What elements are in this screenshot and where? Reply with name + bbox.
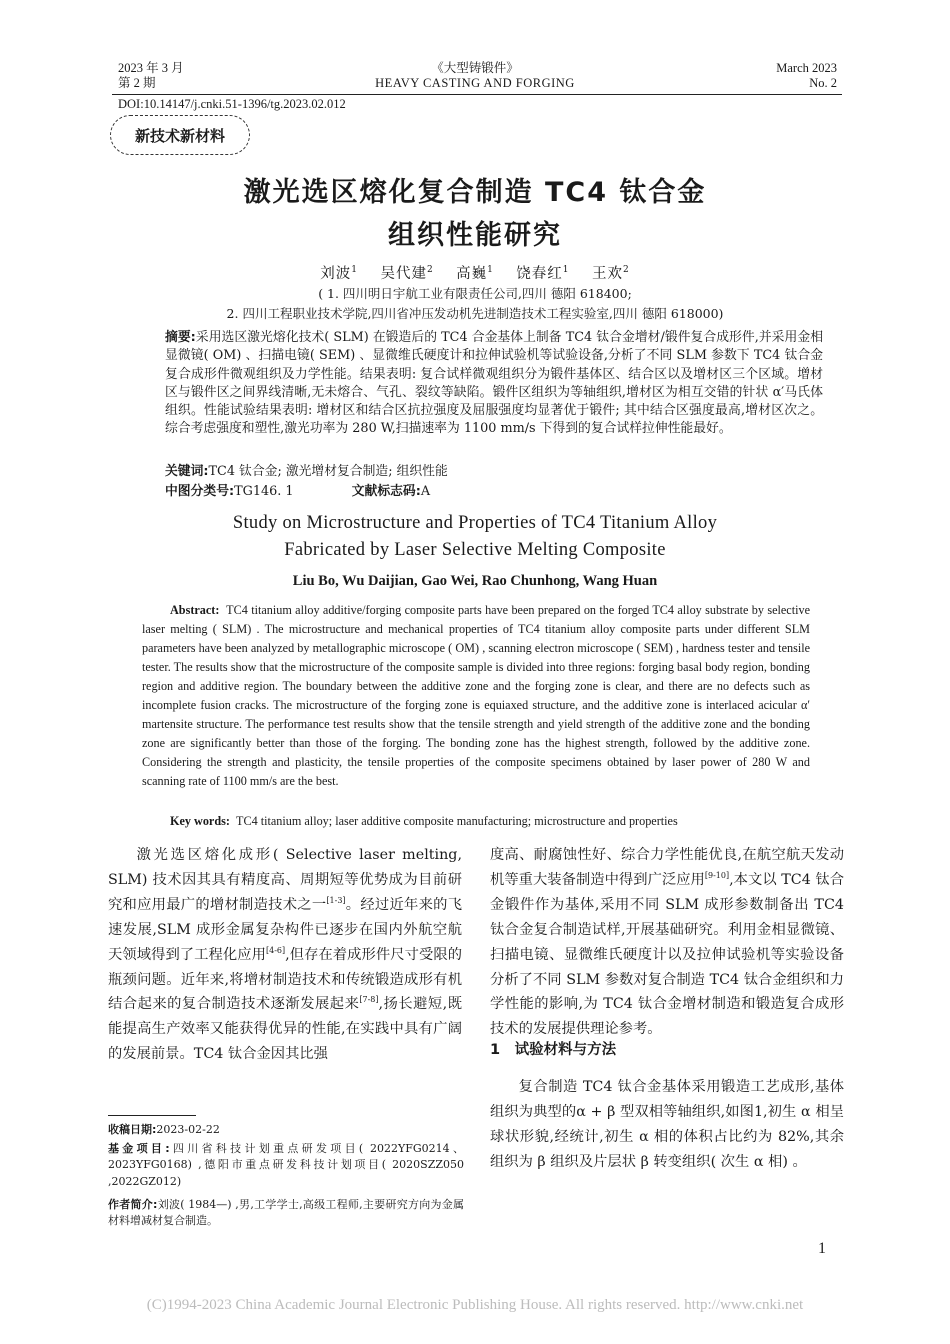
intro-paragraph-1: 激光选区熔化成形( Selective laser melting, SLM) 技术因其具有精度高、周期短等优势成为目前研究和应用最广的增材制造技术之一[1-3]。经过近年来的飞速发展,SLM 成形金属复杂构件已逐步在国内外航空航天领域得到了工程化应用[4-6],但存在着成形件尺寸受限的瓶颈问题。近年来,将增材制造技术和传统锻造成形有机结合起来的复合制造技术逐渐发展起来[7-8],扬长避短,既能提高生产效率又能获得优异的性能,在实践中具有广阔的发展前景。TC4 钛合金因其比强: [108, 847, 463, 1063]
header-issue-en: [776, 61, 837, 91]
affiliation-2: 2. 四川工程职业技术学院,四川省冲压发动机先进制造技术工程实验室,四川 德阳 618000): [226, 306, 724, 321]
author-cn: 刘波$^1$: [320, 265, 359, 282]
author-cn: 吴代建$^2$: [380, 265, 434, 282]
affiliation-1: ( 1. 四川明日宇航工业有限责任公司,四川 德阳 618400;: [318, 286, 632, 301]
abstract-cn: [165, 329, 823, 439]
authors-en: Liu Bo, Wu Daijian, Gao Wei, Rao Chunhong, Wang Huan: [292, 573, 658, 589]
column-tag-label: 新技术新材料: [134, 126, 225, 145]
title-cn-line1: 激光选区熔化复合制造 TC4 钛合金: [243, 177, 707, 208]
header-number-en: No. 2: [809, 76, 837, 90]
doc-code-label: 文献标志码:: [351, 484, 421, 499]
keywords-en-text: TC4 titanium alloy; laser additive composite manufacturing; microstructure and properties: [236, 814, 678, 828]
author-cn: 高巍$^1$: [456, 265, 494, 282]
classification: [165, 483, 823, 501]
methods-paragraph-1: 复合制造 TC4 钛合金基体采用锻造工艺成形,基体组织为典型的α + β 型双相等轴组织,如图1,初生 α 相呈球状形貌,经统计,初生 α 相的体积占比约为 82%,其余组织为 β 组织及片层状 β 转变组织( 次生 α 相) 。: [490, 1079, 844, 1170]
abstract-en-label: Abstract:: [170, 603, 220, 617]
doi-link[interactable]: DOI:10.14147/j.cnki.51-1396/tg.2023.02.012: [118, 97, 346, 111]
keywords-cn-text: TC4 钛合金; 激光增材复合制造; 组织性能: [208, 464, 448, 479]
keywords-cn-label: 关键词:: [165, 464, 209, 479]
header-number-cn: 第 2 期: [118, 76, 156, 90]
citation[interactable]: [9-10]: [704, 871, 730, 881]
title-en-line2: Fabricated by Laser Selective Melting Composite: [284, 540, 666, 560]
column-tag: [110, 115, 250, 155]
abstract-cn-text: 采用选区激光熔化技术( SLM) 在锻造后的 TC4 合金基体上制备 TC4 钛合金增材/锻件复合成形件,并采用金相显微镜( OM) 、扫描电镜( SEM) 、显微维氏硬度计和拉伸试验机等试验设备,分析了不同 SLM 参数下 TC4 钛合金复合成形件微观组织及力学性能。结果表明: 复合试样微观组织分为锻件基体区、结合区以及增材区三个区域。增材区与锻件区之间界线清晰,无未熔合、气孔、裂纹等缺陷。锻件区组织为等轴组织,增材区为相互交错的针状 α′马氏体组织。性能试验结果表明: 增材区和结合区抗拉强度及屈服强度均显著优于锻件; 其中结合区强度最高,增材区次之。综合考虑强度和塑性,激光功率为 280 W,扫描速率为 1100 mm/s 下得到的复合试样拉伸性能最好。: [165, 330, 824, 437]
keywords-en-label: Key words:: [170, 814, 230, 828]
header-date-en: March 2023: [776, 61, 837, 75]
footnote-fund: 基金项目:四川省科技计划重点研发项目( 2022YFG0214、2023YFG0168) ,德阳市重点研发科技计划项目( 2020SZZ050 ,2022GZ012): [108, 1142, 464, 1188]
intro-paragraph-2: 度高、耐腐蚀性好、综合力学性能优良,在航空航天发动机等重大装备制造中得到广泛应用[9-10],本文以 TC4 钛合金锻件作为基体,采用不同 SLM 成形参数制备出 TC4 钛合金复合制造试样,开展基础研究。利用金相显微镜、扫描电镜、显微维氏硬度计以及拉伸试验机等实验设备分析了不同 SLM 参数对复合制造 TC4 钛合金组织和力学性能的影响,为 TC4 钛合金增材制造和锻造复合成形技术的发展提供理论参考。: [490, 847, 844, 1038]
abstract-cn-label: 摘要:: [165, 330, 196, 345]
copyright-watermark: (C)1994-2023 China Academic Journal Electronic Publishing House. All rights reserved. http://www.cnki.net: [146, 1297, 804, 1313]
abstract-en: [142, 601, 810, 791]
footnote-received: 收稿日期:2023-02-22: [108, 1123, 220, 1136]
citation[interactable]: [4-6]: [265, 945, 286, 955]
authors-cn: [0, 262, 950, 283]
header-rule: [112, 94, 842, 95]
header-journal-cn: 《大型铸锻件》: [431, 61, 519, 75]
title-en-line1: Study on Microstructure and Properties of TC4 Titanium Alloy: [232, 513, 718, 533]
footnote-rule: [108, 1115, 196, 1116]
abstract-en-text: TC4 titanium alloy additive/forging composite parts have been prepared on the forged TC4 alloy substrate by selective laser melting ( SLM) . The microstructure and mechanical properties of TC4 titanium alloy composite parts under different SLM parameters have been analyzed by metallographic microscope ( OM) , scanning electron microscope ( SEM) , hardness tester and tensile tester. The results show that the microstructure of the composite sample is divided into three regions: forging basal body region, bonding region and additive region. The boundary between the additive zone and the forging zone is clear, and there are no defects such as incomplete fusion cracks. The microstructure of the forging zone is equiaxed structure, and the additive zone is interlaced acicular α′ martensite structure. The performance test results show that the tensile strength and yield strength of the additive zone and the bonding zone are significantly better than those of the forging. The bonding zone has the highest strength, followed by the additive zone. Considering the strength and plasticity, the tensile properties of the composite specimens obtained by laser power of 280 W and scanning rate of 1100 mm/s are the best.: [142, 603, 810, 788]
author-cn: 饶春红$^1$: [516, 265, 570, 282]
clc-label: 中图分类号:: [165, 484, 235, 499]
clc-value: TG146. 1: [234, 484, 294, 499]
header-date-cn: 2023 年 3 月: [118, 61, 184, 75]
footnote-author: 作者简介:刘波( 1984—) ,男,工学学士,高级工程师,主要研究方向为金属材料增减材复合制造。: [108, 1198, 464, 1228]
keywords-en: [170, 814, 830, 829]
page-number: 1: [818, 1240, 826, 1257]
section-heading-1: 1 试验材料与方法: [490, 1042, 617, 1058]
author-cn: 王欢$^2$: [591, 265, 630, 282]
citation[interactable]: [1-3]: [326, 896, 346, 906]
doc-code-value: A: [420, 484, 431, 499]
title-cn-line2: 组织性能研究: [388, 220, 562, 251]
keywords-cn: [165, 463, 823, 481]
citation[interactable]: [7-8]: [359, 995, 379, 1005]
header-journal-en: HEAVY CASTING AND FORGING: [375, 76, 575, 90]
